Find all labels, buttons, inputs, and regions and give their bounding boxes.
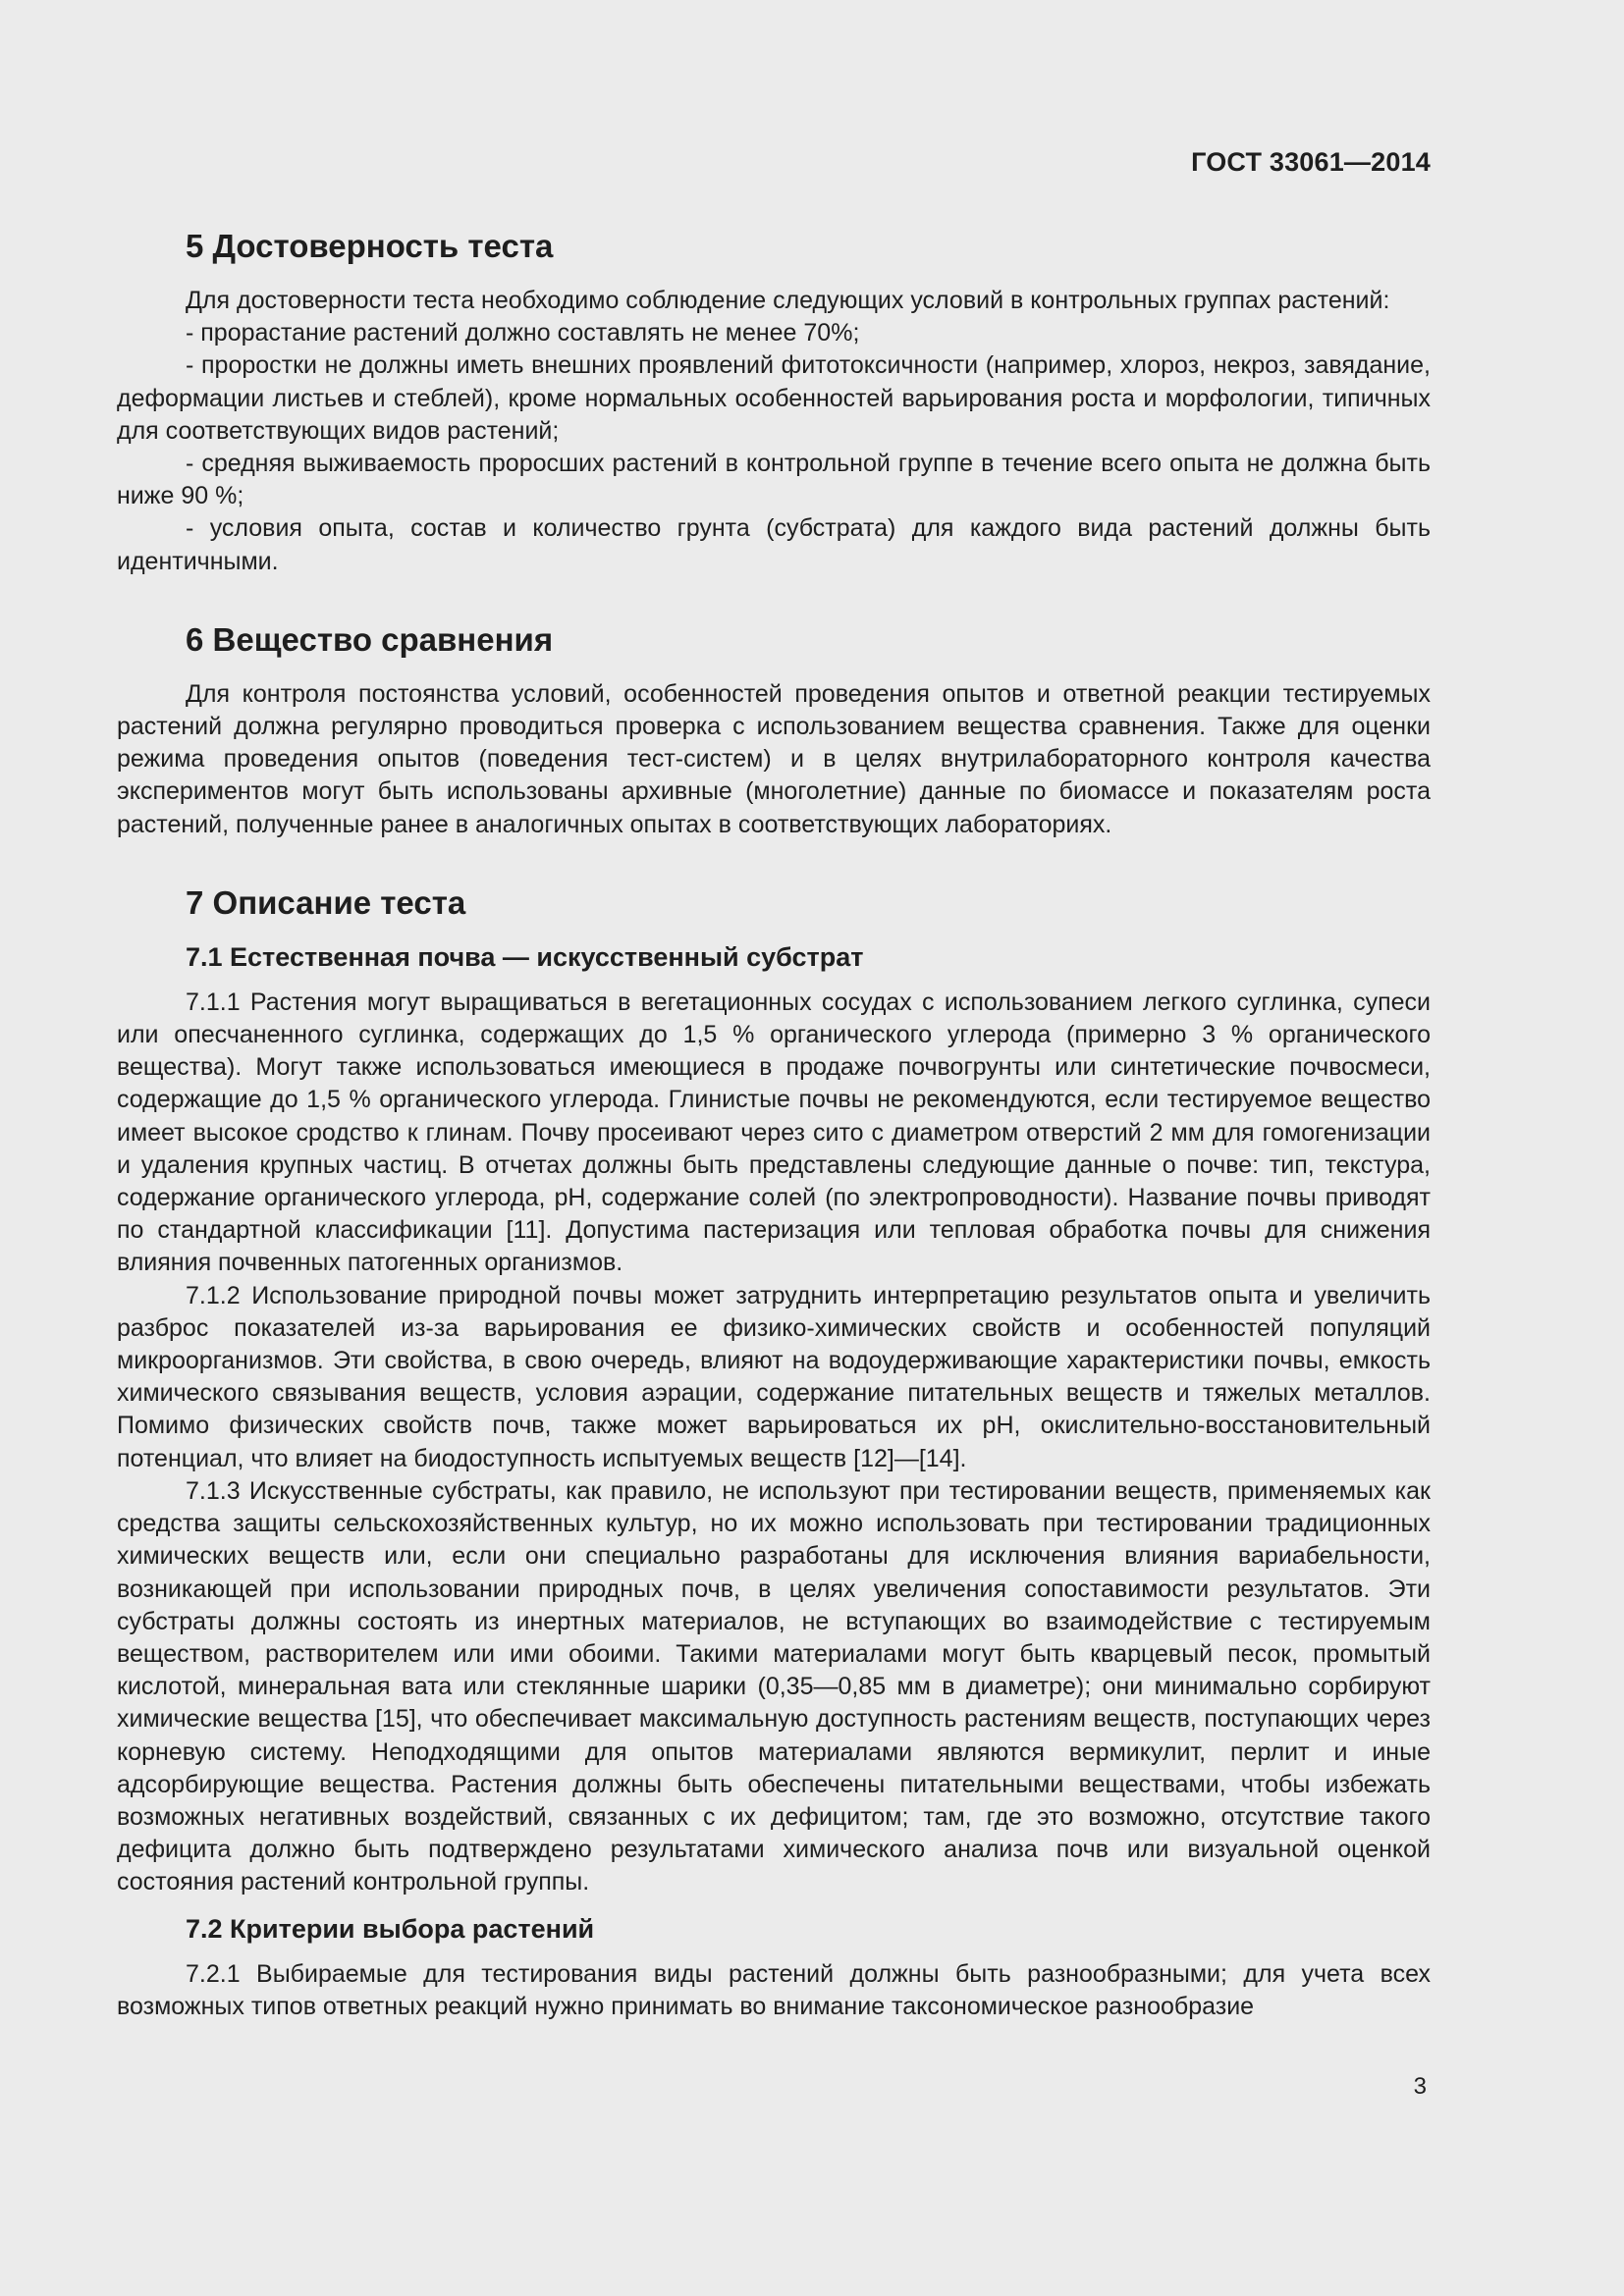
section-7-title: 7 Описание теста (186, 883, 466, 921)
section-6-title: 6 Вещество сравнения (186, 620, 554, 658)
section-5-item-1: - прорастание растений должно составлять не менее 70%; (186, 319, 860, 347)
document-code: ГОСТ 33061—2014 (1191, 147, 1431, 177)
section-5-intro: Для достоверности теста необходимо соблюдение следующих условий в контрольных группах растений: (186, 287, 1390, 314)
clause-7-1-3: 7.1.3 Искусственные субстраты, как правило, не используют при тестировании веществ, применяемых как средства защиты сельскохозяйственных культур, но их можно использовать при тестировании традиционных химических веществ или, если они специально разработаны для исключения влияния вариабельности, возникающей при использовании природных почв, в целях увеличения сопоставимости результатов. Эти субстраты должны состоять из инертных материалов, не вступающих во взаимодействие с тестируемым веществом, растворителем или ими обоими. Такими материалами могут быть кварцевый песок, промытый кислотой, минеральная вата или стеклянные шарики (0,35—0,85 мм в диаметре); они минимально сорбируют химические вещества [15], что обеспечивает максимальную доступность растениям веществ, поступающих через корневую систему. Неподходящими для опытов материалами являются вермикулит, перлит и иные адсорбирующие вещества. Растения должны быть обеспечены питательными веществами, чтобы избежать возможных негативных воздействий, связанных с их дефицитом; там, где это возможно, отсутствие такого дефицита должно быть подтверждено результатами химического анализа почв или визуальной оценкой состояния растений контрольной группы. (117, 1476, 1431, 1896)
subsection-7-1-title: 7.1 Естественная почва — искусственный субстрат (186, 941, 864, 972)
clause-7-1-2: 7.1.2 Использование природной почвы может затруднить интерпретацию результатов опыта и увеличить разброс показателей из-за варьирования ее физико-химических свойств и особенностей популяций микроорганизмов. Эти свойства, в свою очередь, влияют на водоудерживающие характеристики почвы, емкость химического связывания веществ, условия аэрации, содержание питательных веществ и тяжелых металлов. Помимо физических свойств почв, также может варьироваться их pH, окислительно-восстановительный потенциал, что влияет на биодоступность испытуемых веществ [12]—[14]. (117, 1281, 1431, 1472)
section-5-item-2: - проростки не должны иметь внешних проявлений фитотоксичности (например, хлороз, некроз, завядание, деформации листьев и стеблей), кроме нормальных особенностей варьирования роста и морфологии, типичных для соответствующих видов растений; (117, 351, 1431, 445)
section-5-item-4: - условия опыта, состав и количество грунта (субстрата) для каждого вида растений должны быть идентичными. (117, 514, 1431, 575)
section-6-text: Для контроля постоянства условий, особенностей проведения опытов и ответной реакции тестируемых растений должна регулярно проводиться проверка с использованием вещества сравнения. Также для оценки режима проведения опытов (поведения тест-систем) и в целях внутрилабораторного контроля качества экспериментов могут быть использованы архивные (многолетние) данные по биомассе и показателям роста растений, полученные ранее в аналогичных опытах в соответствующих лабораториях. (117, 679, 1431, 838)
section-5-title: 5 Достоверность теста (186, 228, 554, 264)
page-content (117, 222, 1431, 2023)
section-5-item-3: - средняя выживаемость проросших растений в контрольной группе в течение всего опыта не должна быть ниже 90 %; (117, 450, 1431, 510)
subsection-7-2-title: 7.2 Критерии выбора растений (186, 1913, 595, 1944)
page-number: 3 (1413, 2073, 1427, 2100)
clause-7-2-1: 7.2.1 Выбираемые для тестирования виды растений должны быть разнообразными; для учета всех возможных типов ответных реакций нужно принимать во внимание таксономическое разнообразие (117, 1959, 1431, 2020)
clause-7-1-1: 7.1.1 Растения могут выращиваться в вегетационных сосудах с использованием легкого суглинка, супеси или опесчаненного суглинка, содержащих до 1,5 % органического углерода (примерно 3 % органического вещества). Могут также использоваться имеющиеся в продаже почвогрунты или синтетические почвосмеси, содержащие до 1,5 % органического углерода. Глинистые почвы не рекомендуются, если тестируемое вещество имеет высокое сродство к глинам. Почву просеивают через сито с диаметром отверстий 2 мм для гомогенизации и удаления крупных частиц. В отчетах должны быть представлены следующие данные о почве: тип, текстура, содержание органического углерода, pH, содержание солей (по электропроводности). Название почвы приводят по стандартной классификации [11]. Допустима пастеризация или тепловая обработка почвы для снижения влияния почвенных патогенных организмов. (117, 988, 1431, 1277)
